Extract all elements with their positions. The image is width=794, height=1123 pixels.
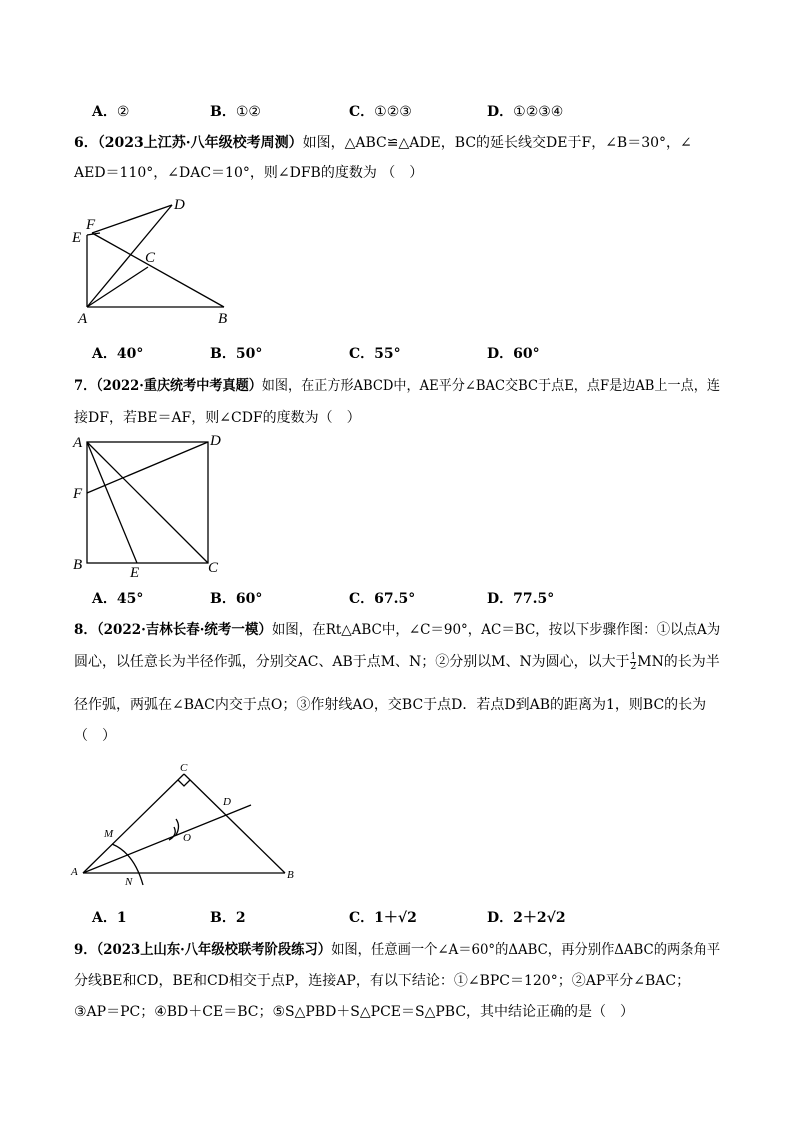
q5-option-b-value: ①② [235, 104, 261, 120]
q7-line1 [74, 376, 720, 396]
q7-label-e: E [130, 565, 140, 581]
q8-number: 8． [74, 622, 97, 638]
q6-seg-fb [92, 233, 224, 307]
q8-text-2b: MN的长为半 [637, 654, 720, 670]
q7-option-c[interactable]: C．67.5° [349, 591, 416, 607]
q6-label-c: C [145, 250, 156, 266]
q8-option-c[interactable]: C．1＋√2 [349, 910, 417, 926]
q6-text-2: AED＝110°，∠DAC＝10°，则∠DFB的度数为 （ ） [74, 165, 424, 181]
q8-line2 [74, 652, 720, 672]
q9-line3 [74, 1002, 634, 1022]
q5-option-c[interactable]: C．①②③ [349, 104, 412, 120]
q7-label-c: C [208, 560, 219, 576]
q6-label-b: B [218, 311, 228, 327]
q7-option-a[interactable]: A．45° [92, 591, 144, 607]
q6-option-b[interactable]: B．50° [210, 346, 263, 362]
q6-figure [68, 195, 248, 330]
q9-line2 [74, 971, 690, 991]
q5-option-b[interactable]: B．①② [210, 104, 261, 120]
q8-text-1: 如图，在Rt△ABC中，∠C＝90°，AC＝BC，按以下步骤作图：①以点A为 [271, 622, 721, 638]
q7-label-f: F [73, 486, 83, 502]
q8-figure [66, 757, 306, 892]
q7-option-d[interactable]: D．77.5° [487, 591, 555, 607]
q7-label-d: D [210, 433, 221, 449]
q8-fraction-half: $\frac{1}{2}$ [630, 651, 637, 672]
q6-label-f: F [86, 217, 96, 233]
q8-options [92, 908, 712, 928]
q8-source: （2022·吉林长春·统考一模） [96, 622, 272, 638]
q6-line1 [74, 133, 692, 153]
q7-options [92, 589, 712, 609]
q7-seg-ac [87, 442, 208, 563]
q9-text-2: 分线BE和CD，BE和CD相交于点P，连接AP，有以下结论：①∠BPC＝120°；②AP平分∠BAC； [74, 973, 691, 989]
q7-number: 7． [74, 378, 97, 394]
q8-seg-ac [83, 774, 184, 873]
q7-figure [68, 432, 238, 582]
q6-label-d: D [174, 197, 185, 213]
q5-option-a-value: ② [116, 104, 130, 120]
q8-label-d: D [223, 796, 231, 808]
q7-option-b[interactable]: B．60° [210, 591, 263, 607]
q9-source: （2023上山东·八年级校联考阶段练习） [96, 942, 332, 958]
q6-line2 [74, 163, 423, 183]
q8-line1 [74, 620, 720, 640]
q5-option-c-value: ①②③ [374, 104, 412, 120]
q9-number: 9． [74, 942, 97, 958]
q6-source: （2023上江苏·八年级校考周测） [97, 135, 303, 151]
q7-line2 [74, 408, 361, 428]
q7-seg-fd [87, 442, 208, 493]
q7-text-2: 接DF，若BE＝AF，则∠CDF的度数为（ ） [74, 410, 361, 426]
q8-text-4: （ ） [74, 728, 116, 744]
q8-line3 [74, 695, 706, 715]
q8-label-o: O [183, 832, 191, 844]
q8-label-c: C [180, 762, 188, 774]
q8-label-a: A [71, 866, 78, 878]
q8-seg-cb [184, 774, 285, 873]
q8-option-a[interactable]: A．1 [92, 910, 127, 926]
q7-label-a: A [73, 435, 83, 451]
q8-label-n: N [125, 876, 133, 888]
q8-label-m: M [104, 828, 114, 840]
q6-option-a[interactable]: A．40° [92, 346, 144, 362]
q6-seg-ac [87, 267, 148, 307]
q9-text-3: ③AP＝PC；④BD＋CE＝BC；⑤S△PBD＋S△PCE＝S△PBC，其中结论正确的是（ ） [74, 1004, 635, 1020]
q5-option-d[interactable]: D．①②③④ [487, 104, 564, 120]
q7-seg-ae [87, 442, 137, 563]
q6-number: 6． [74, 135, 98, 151]
q6-option-d[interactable]: D．60° [487, 346, 540, 362]
q9-text-1: 如图，任意画一个∠A＝60°的ΔABC，再分别作ΔABC的两条角平 [331, 942, 721, 958]
q9-line1 [74, 940, 720, 960]
q7-text-1: 如图，在正方形ABCD中，AE平分∠BAC交BC于点E，点F是边AB上一点，连 [261, 378, 720, 394]
q5-options [92, 102, 712, 122]
q6-label-a: A [78, 311, 88, 327]
q8-option-b[interactable]: B．2 [210, 910, 246, 926]
q6-text-1: 如图，△ABC≌△ADE，BC的延长线交DE于F，∠B＝30°，∠ [302, 135, 692, 151]
q8-option-d[interactable]: D．2＋2√2 [487, 910, 566, 926]
q6-label-e: E [72, 230, 82, 246]
q6-options [92, 344, 712, 364]
q8-arc-o2 [176, 819, 179, 835]
q7-source: （2022·重庆统考中考真题） [96, 378, 262, 394]
q8-text-2a: 圆心，以任意长为半径作弧，分别交AC、AB于点M、N；②分别以M、N为圆心，以大于 [74, 654, 630, 670]
q8-line4 [74, 726, 116, 746]
q8-text-3: 径作弧，两弧在∠BAC内交于点O；③作射线AO，交BC于点D．若点D到AB的距离为1，则BC的长为 [74, 697, 707, 713]
q7-label-b: B [73, 557, 83, 573]
q6-option-c[interactable]: C．55° [349, 346, 401, 362]
q8-right-angle-mark [178, 780, 190, 786]
q5-option-a[interactable]: A．② [92, 104, 130, 120]
q8-label-b: B [287, 869, 294, 881]
q5-option-d-value: ①②③④ [513, 104, 564, 120]
